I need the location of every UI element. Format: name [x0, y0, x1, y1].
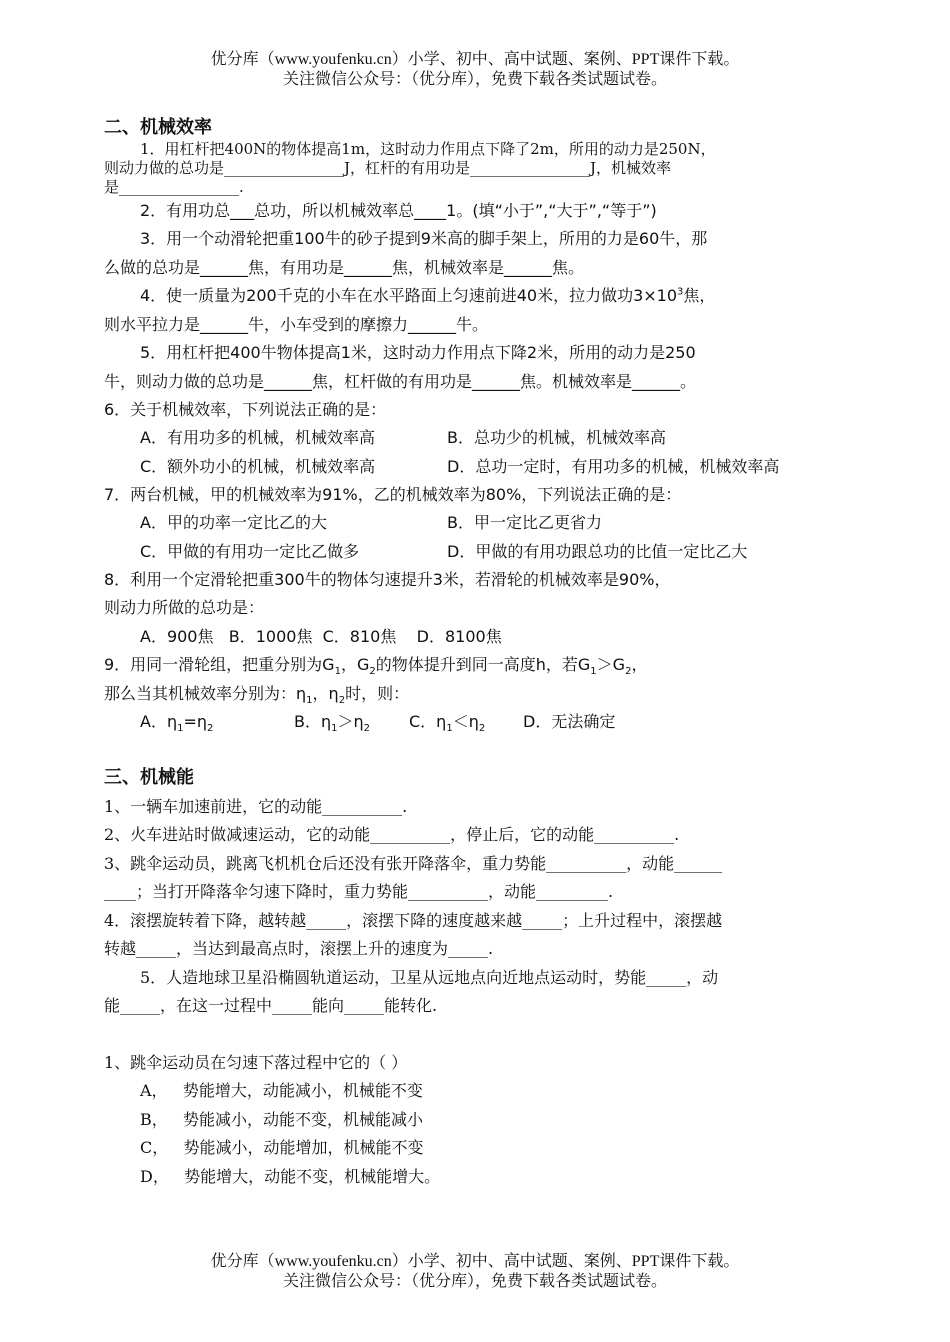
q3-line-2: 么做的总功是______焦，有用功是______焦，机械效率是______焦。	[104, 258, 585, 277]
q2-line: 2．有用功总___总功，所以机械效率总____1。(填“小于”,“大于”,“等于”)	[140, 201, 657, 220]
q5-line-1: 5．用杠杆把400牛物体提高1米，这时动力作用点下降2米，所用的动力是250	[140, 343, 696, 362]
q8-stem-2: 则动力所做的总功是：	[104, 598, 265, 617]
fill-4-line-2: 转越_____，当达到最高点时，滚摆上升的速度为_____.	[104, 939, 494, 958]
mc-option-d: D， 势能增大，动能不变，机械能增大。	[140, 1167, 441, 1186]
page-header	[0, 50, 950, 90]
q9-stem: 9．用同一滑轮组，把重分别为$G_1$，$G_2$的物体提升到同一高度h，若$G_1>G_2$，	[104, 655, 648, 678]
fill-5-line-1: 5．人造地球卫星沿椭圆轨道运动，卫星从远地点向近地点运动时，势能_____，动	[140, 968, 719, 987]
q6-stem: 6．关于机械效率，下列说法正确的是：	[104, 400, 387, 419]
q8-stem: 8．利用一个定滑轮把重300牛的物体匀速提升3米，若滑轮的机械效率是90%，	[104, 570, 671, 589]
q6-option-c: C．额外功小的机械，机械效率高	[140, 457, 376, 476]
q7-option-c: C．甲做的有用功一定比乙做多	[140, 542, 360, 561]
footer-line-1: 优分库（www.youfenku.cn）小学、初中、高中试题、案例、PPT课件下载。	[210, 1253, 740, 1270]
q9-stem-2: 那么当其机械效率分别为：$\eta_1$，$\eta_2$时，则：	[104, 684, 410, 707]
section-title-mech-energy: 三、机械能	[104, 767, 194, 788]
page-footer	[0, 1252, 950, 1292]
q7-option-a: A．甲的功率一定比乙的大	[140, 513, 327, 532]
mc-option-c: C， 势能减小，动能增加，机械能不变	[140, 1138, 424, 1157]
q7-option-b: B．甲一定比乙更省力	[447, 513, 602, 532]
footer-line-2: 关注微信公众号：（优分库），免费下载各类试题试卷。	[282, 1273, 667, 1290]
fill-1: 1、一辆车加速前进，它的动能__________.	[104, 797, 408, 816]
fill-3-line-2: ____；当打开降落伞匀速下降时，重力势能__________，动能_________.	[104, 882, 614, 901]
q6-option-d: D．总功一定时，有用功多的机械，机械效率高	[447, 457, 780, 476]
q9-option-c: C．$\eta_1<\eta_2$	[409, 712, 486, 735]
fill-4-line-1: 4．滚摆旋转着下降，越转越_____，滚摆下降的速度越来越_____；上升过程中，滚摆越	[104, 911, 723, 930]
q7-stem: 7．两台机械，甲的机械效率为91%，乙的机械效率为80%，下列说法正确的是：	[104, 485, 682, 504]
fill-3-line-1: 3、跳伞运动员，跳离飞机机仓后还没有张开降落伞，重力势能__________，动能______	[104, 854, 723, 873]
q8-options: A．900焦 B．1000焦 C．810焦 D．8100焦	[140, 627, 502, 646]
fill-5-line-2: 能_____，在这一过程中_____能向_____能转化.	[104, 996, 438, 1015]
q9-option-a: A．$\eta_1=\eta_2$	[140, 712, 214, 735]
q1-line-2: 则动力做的总功是________________J，杠杆的有用功是________________J，机械效率	[104, 159, 672, 177]
q1-line-1: 1．用杠杆把400N的物体提高1m，这时动力作用点下降了2m，所用的动力是250N，	[140, 140, 716, 158]
q6-option-b: B．总功少的机械，机械效率高	[447, 428, 666, 447]
q3-line-1: 3．用一个动滑轮把重100牛的砂子提到9米高的脚手架上，所用的力是60牛，那	[140, 229, 708, 248]
q9-option-d: D．无法确定	[523, 712, 616, 731]
q4-line-2: 则水平拉力是______牛，小车受到的摩擦力______牛。	[104, 315, 489, 334]
header-line-2: 关注微信公众号：（优分库），免费下载各类试题试卷。	[282, 71, 667, 88]
mc-stem: 1、跳伞运动员在匀速下落过程中它的（ ）	[104, 1053, 408, 1072]
fill-2: 2、火车进站时做减速运动，它的动能__________，停止后，它的动能__________.	[104, 825, 680, 844]
mc-option-a: A， 势能增大，动能减小，机械能不变	[140, 1081, 423, 1100]
q4-line-1: 4．使一质量为200千克的小车在水平路面上匀速前进40米，拉力做功$3\times 10^3$焦，	[140, 286, 716, 305]
q5-line-2: 牛，则动力做的总功是______焦，杠杆做的有用功是______焦。机械效率是______。	[104, 372, 697, 391]
q7-option-d: D．甲做的有用功跟总功的比值一定比乙大	[447, 542, 748, 561]
header-line-1: 优分库（www.youfenku.cn）小学、初中、高中试题、案例、PPT课件下载。	[210, 51, 740, 68]
q1-line-3: 是________________.	[104, 178, 244, 196]
mc-option-b: B， 势能减小，动能不变，机械能减小	[140, 1110, 424, 1129]
q9-option-b: B．$\eta_1>\eta_2$	[294, 712, 371, 735]
section-title-efficiency: 二、机械效率	[104, 117, 212, 138]
q6-option-a: A．有用功多的机械，机械效率高	[140, 428, 375, 447]
